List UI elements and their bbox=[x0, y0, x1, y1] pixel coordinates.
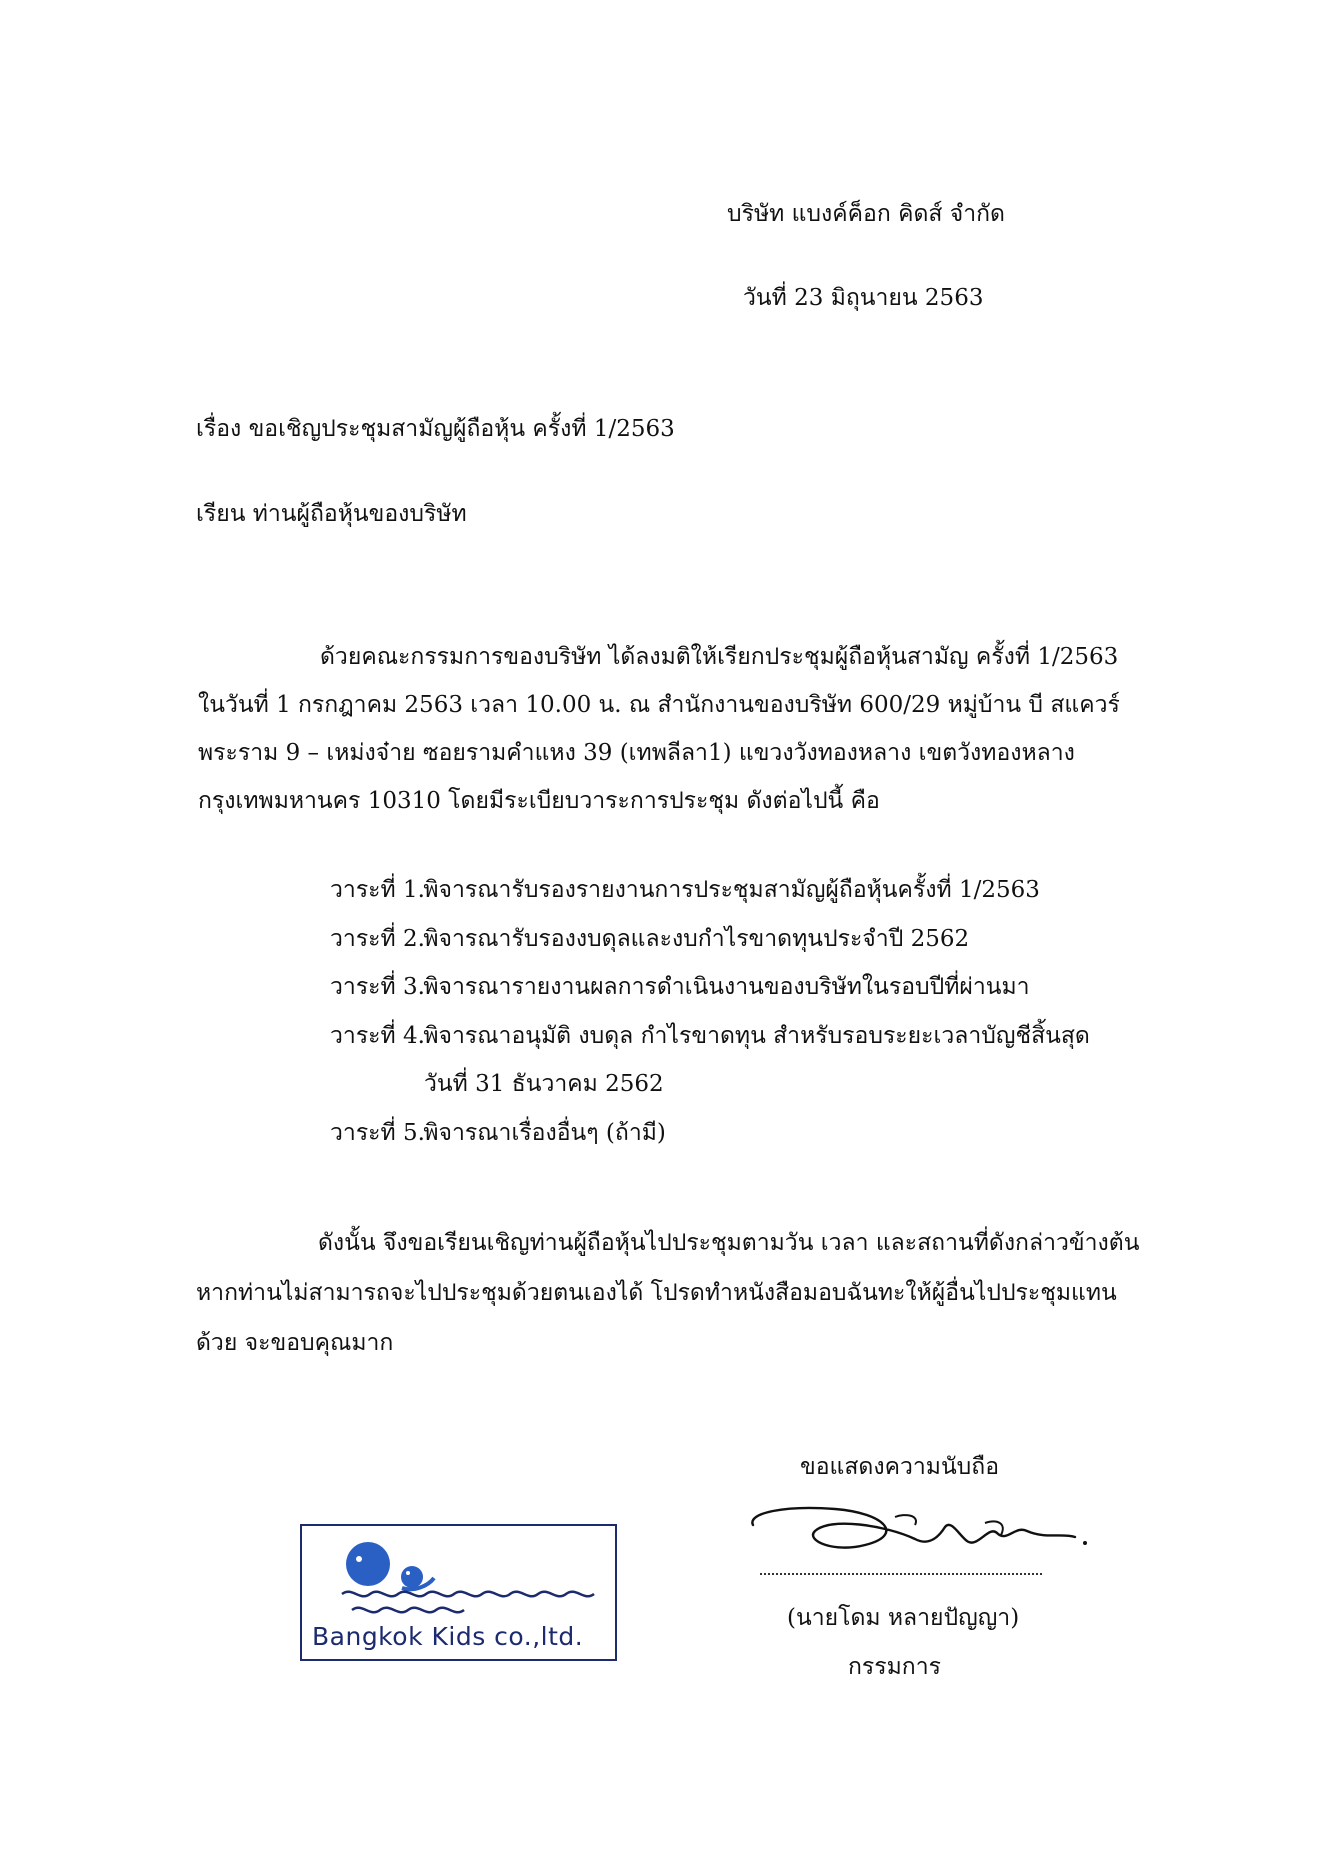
agenda-text: พิจารณารับรองรายงานการประชุมสามัญผู้ถือหุ้นครั้งที่ 1/2563 bbox=[423, 877, 1040, 903]
signer-name: (นายโดม หลายปัญญา) bbox=[787, 1605, 1020, 1631]
company-name: บริษัท แบงค์ค็อก คิดส์ จำกัด bbox=[727, 201, 1005, 227]
invitation-line: หากท่านไม่สามารถจะไปประชุมด้วยตนเองได้ โปรดทำหนังสือมอบฉันทะให้ผู้อื่นไปประชุมแทน bbox=[196, 1280, 1117, 1306]
intro-line: กรุงเทพมหานคร 10310 โดยมีระเบียบวาระการประชุม ดังต่อไปนี้ คือ bbox=[198, 788, 880, 814]
agenda-text: พิจารณาอนุมัติ งบดุล กำไรขาดทุน สำหรับรอบระยะเวลาบัญชีสิ้นสุด bbox=[423, 1022, 1090, 1049]
agenda-text: พิจารณารายงานผลการดำเนินงานของบริษัทในรอบปีที่ผ่านมา bbox=[423, 974, 1030, 1000]
logo-whales-icon bbox=[302, 1526, 615, 1626]
agenda-label: วาระที่ 1. bbox=[330, 877, 425, 903]
agenda-continuation: วันที่ 31 ธันวาคม 2562 bbox=[424, 1071, 664, 1097]
signer-position: กรรมการ bbox=[848, 1654, 941, 1680]
intro-line: ในวันที่ 1 กรกฎาคม 2563 เวลา 10.00 น. ณ สำนักงานของบริษัท 600/29 หมู่บ้าน บี สแควร์ bbox=[198, 692, 1120, 718]
closing-phrase: ขอแสดงความนับถือ bbox=[800, 1454, 1000, 1480]
agenda-item bbox=[330, 915, 1090, 964]
letter-date: วันที่ 23 มิถุนายน 2563 bbox=[743, 285, 984, 311]
agenda-text: พิจารณาเรื่องอื่นๆ (ถ้ามี) bbox=[423, 1119, 666, 1146]
agenda-text: พิจารณารับรองงบดุลและงบกำไรขาดทุนประจำปี 2562 bbox=[423, 925, 970, 952]
agenda-item bbox=[330, 866, 1090, 915]
logo-text: Bangkok Kids co.,ltd. bbox=[312, 1622, 584, 1651]
agenda-item bbox=[330, 1109, 1090, 1158]
intro-paragraph bbox=[198, 633, 1128, 825]
letter-salutation: เรียน ท่านผู้ถือหุ้นของบริษัท bbox=[196, 501, 467, 527]
agenda-label: วาระที่ 5. bbox=[330, 1119, 425, 1146]
agenda-item bbox=[330, 963, 1090, 1012]
invitation-paragraph bbox=[196, 1218, 1140, 1368]
handwritten-signature bbox=[745, 1495, 1090, 1565]
agenda-item bbox=[330, 1012, 1090, 1061]
agenda-label: วาระที่ 3. bbox=[330, 974, 425, 1000]
agenda-list bbox=[330, 866, 1090, 1157]
signature-line bbox=[760, 1573, 1042, 1575]
agenda-label: วาระที่ 2. bbox=[330, 925, 425, 952]
intro-line: พระราม 9 – เหม่งจ๋าย ซอยรามคำแหง 39 (เทพลีลา1) แขวงวังทองหลาง เขตวังทองหลาง bbox=[198, 740, 1075, 766]
invitation-line: ดังนั้น จึงขอเรียนเชิญท่านผู้ถือหุ้นไปประชุมตามวัน เวลา และสถานที่ดังกล่าวข้างต้น bbox=[318, 1230, 1140, 1256]
agenda-label: วาระที่ 4. bbox=[330, 1022, 425, 1049]
company-logo bbox=[300, 1524, 617, 1661]
intro-line: ด้วยคณะกรรมการของบริษัท ได้ลงมติให้เรียกประชุมผู้ถือหุ้นสามัญ ครั้งที่ 1/2563 bbox=[320, 644, 1119, 670]
letter-subject: เรื่อง ขอเชิญประชุมสามัญผู้ถือหุ้น ครั้งที่ 1/2563 bbox=[196, 416, 675, 442]
invitation-line: ด้วย จะขอบคุณมาก bbox=[196, 1330, 394, 1356]
